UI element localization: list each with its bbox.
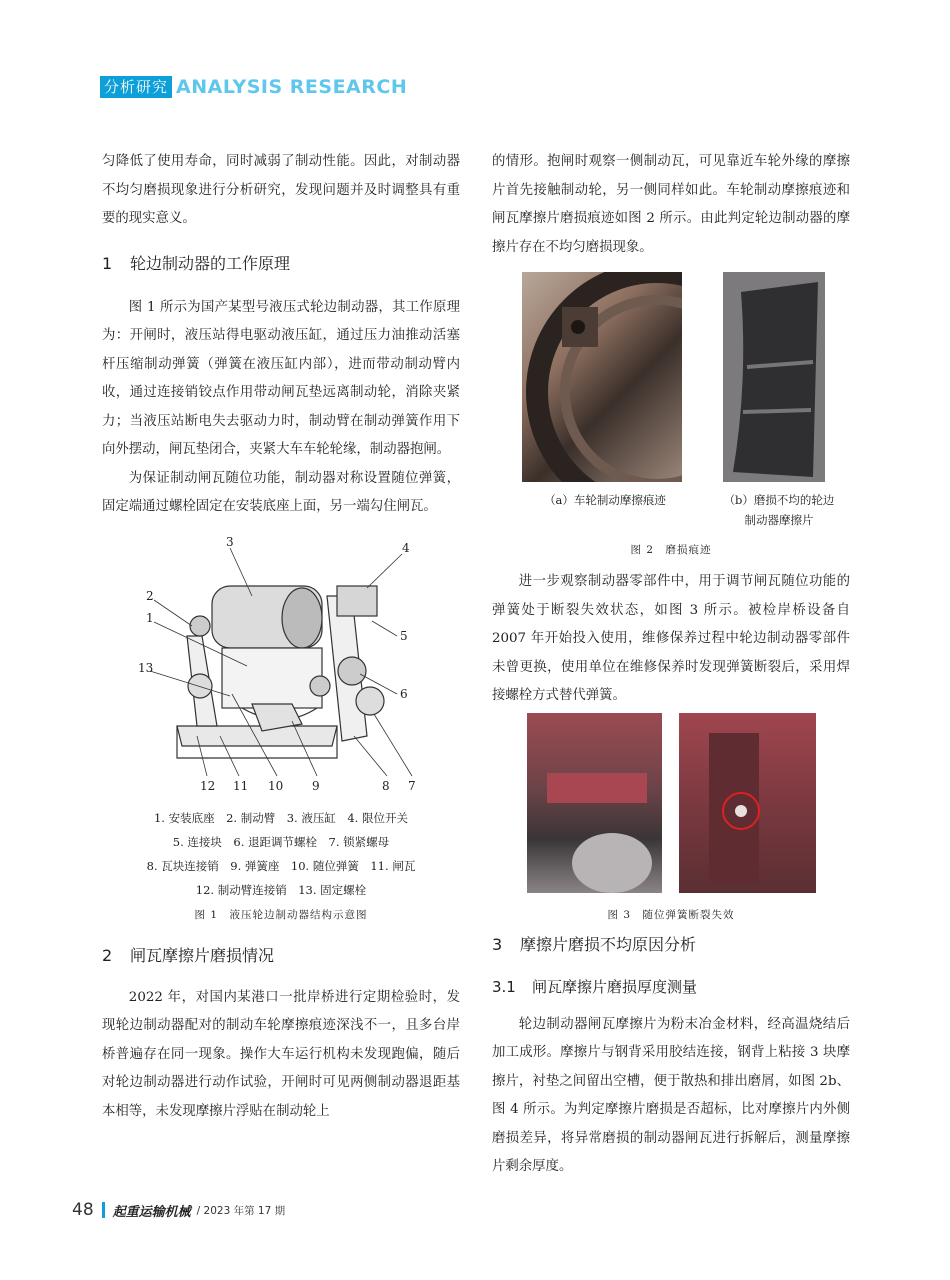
section-header xyxy=(100,76,407,98)
paragraph: 图 1 所示为国产某型号液压式轮边制动器，其工作原理为：开闸时，液压站得电驱动液压缸，通过压力油推动活塞杆压缩制动弹簧（弹簧在液压缸内部），进而带动制动臂内收，通过连接销铰点作用带动闸瓦垫远离制动轮，消除夹紧力；当液压站断电失去驱动力时，制动臂在制动弹簧作用下向外摆动，闸瓦垫闭合，夹紧大车车轮轮缘，制动器抱闸。 xyxy=(102,299,460,457)
svg-text:5: 5 xyxy=(400,628,408,643)
svg-text:8: 8 xyxy=(382,778,390,793)
svg-text:3: 3 xyxy=(226,535,234,549)
figure-title: 图 3 随位弹簧断裂失效 xyxy=(607,908,735,921)
figure-legend: 5. 连接块 6. 退距调节螺栓 7. 锁紧螺母 xyxy=(172,834,390,849)
section-heading: 2 闸瓦摩擦片磨损情况 xyxy=(102,945,275,965)
section-heading: 1 轮边制动器的工作原理 xyxy=(102,253,291,273)
figure-title: 图 2 磨损痕迹 xyxy=(630,544,712,556)
left-column xyxy=(102,148,460,1126)
paragraph: 的情形。抱闸时观察一侧制动瓦，可见靠近车轮外缘的摩擦片首先接触制动轮，另一侧同样如此。车轮制动摩擦痕迹和闸瓦摩擦片磨损痕迹如图 2 所示。由此判定轮边制动器的摩擦片存在不均匀磨损现象。 xyxy=(492,154,850,255)
brake-structure-diagram xyxy=(102,536,460,806)
figure-3 xyxy=(492,711,850,931)
svg-text:10: 10 xyxy=(268,778,284,793)
spring-photo-right xyxy=(679,713,816,893)
paragraph: 匀降低了使用寿命，同时减弱了制动性能。因此，对制动器不均匀磨损现象进行分析研究，发现问题并及时调整具有重要的现实意义。 xyxy=(102,154,460,226)
figure-2 xyxy=(492,262,850,556)
paragraph: 2022 年，对国内某港口一批岸桥进行定期检验时，发现轮边制动器配对的制动车轮摩擦痕迹深浅不一，且多台岸桥普遍存在同一现象。操作大车运行机构未发现跑偏，随后对轮边制动器进行动作试验，开闸时可见两侧制动器退距基本相等，未发现摩擦片浮贴在制动轮上 xyxy=(102,989,460,1119)
fig2-caption-b: （b）磨损不均的轮边 制动器摩擦片 xyxy=(723,493,835,527)
header-en: ANALYSIS RESEARCH xyxy=(176,76,408,98)
spring-photo-left xyxy=(527,713,662,893)
page-footer xyxy=(72,1200,285,1220)
section-heading: 3 摩擦片磨损不均原因分析 xyxy=(492,934,697,954)
figure-1 xyxy=(102,536,460,806)
journal-name: 起重运输机械 xyxy=(112,1204,191,1220)
svg-text:13: 13 xyxy=(138,660,154,675)
svg-text:1: 1 xyxy=(146,610,154,625)
svg-text:4: 4 xyxy=(402,540,410,555)
fig2-caption-a: （a）车轮制动摩擦痕迹 xyxy=(544,493,666,507)
header-cn: 分析研究 xyxy=(100,76,172,98)
svg-text:7: 7 xyxy=(408,778,416,793)
svg-text:6: 6 xyxy=(400,686,408,701)
page-number: 48 xyxy=(72,1200,94,1220)
svg-text:9: 9 xyxy=(312,778,320,793)
figure-title: 图 1 液压轮边制动器结构示意图 xyxy=(194,908,368,921)
figure-legend: 1. 安装底座 2. 制动臂 3. 液压缸 4. 限位开关 xyxy=(153,810,408,825)
issue-label: / 2023 年第 17 期 xyxy=(196,1204,286,1217)
paragraph: 为保证制动闸瓦随位功能，制动器对称设置随位弹簧，固定端通过螺栓固定在安装底座上面，另一端勾住闸瓦。 xyxy=(102,470,460,514)
subsection-heading: 3.1 闸瓦摩擦片磨损厚度测量 xyxy=(492,977,698,996)
paragraph: 进一步观察制动器零部件中，用于调节闸瓦随位功能的弹簧处于断裂失效状态，如图 3 所示。被检岸桥设备自 2007 年开始投入使用，维修保养过程中轮边制动器零部件未曾更换，使用单位在维修保养时发现弹簧断裂后，采用焊接螺栓方式替代弹簧。 xyxy=(492,574,850,703)
svg-text:12: 12 xyxy=(200,778,216,793)
svg-text:2: 2 xyxy=(146,588,154,603)
wheel-friction-photo xyxy=(522,272,682,482)
figure-legend: 12. 制动臂连接销 13. 固定螺栓 xyxy=(195,882,367,897)
figure-legend: 8. 瓦块连接销 9. 弹簧座 10. 随位弹簧 11. 闸瓦 xyxy=(146,858,416,873)
right-column xyxy=(492,148,850,1182)
footer-divider xyxy=(102,1202,105,1218)
brake-pad-photo xyxy=(723,272,825,482)
paragraph: 轮边制动器闸瓦摩擦片为粉末冶金材料，经高温烧结后加工成形。摩擦片与钢背采用胶结连接，钢背上粘接 3 块摩擦片，衬垫之间留出空槽，便于散热和排出磨屑，如图 2b、图 4 所示。为判定摩擦片磨损是否超标，比对摩擦片内外侧磨损差异，将异常磨损的制动器闸瓦进行拆解后，测量摩擦片剩余厚度。 xyxy=(492,1016,850,1174)
svg-text:11: 11 xyxy=(233,778,249,793)
